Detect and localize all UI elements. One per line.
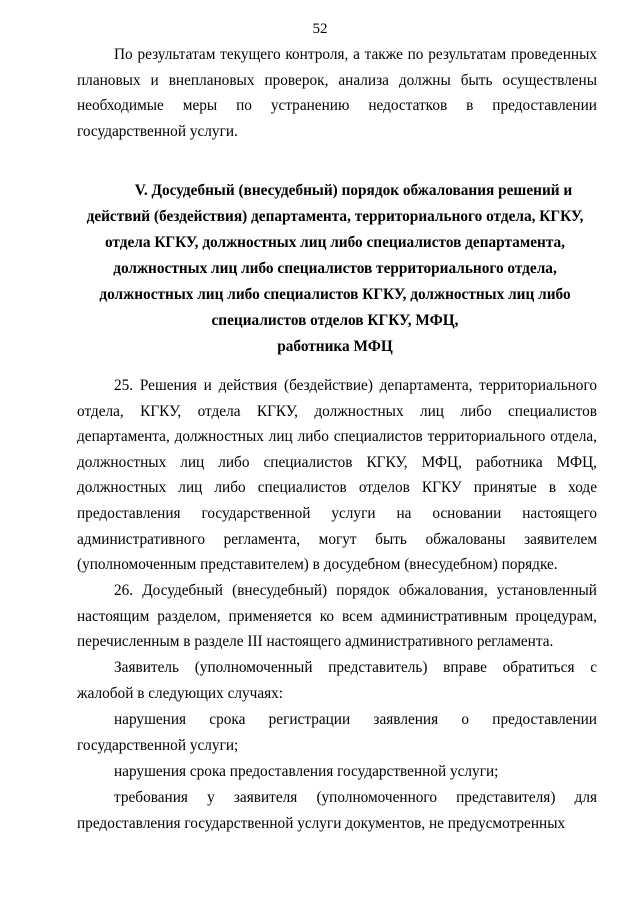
list-item-case-documents: требования у заявителя (уполномоченного представителя) для предоставления государственной услуги документов, не предусмотренных [77,789,597,832]
paragraph-control-results: По результатам текущего контроля, а также по результатам проведенных плановых и внеплановых проверок, анализа должны быть осуществлены необходимые меры по устранению недостатков в предоставлении государственной услуги. [77,46,597,140]
list-item-case-registration: нарушения срока регистрации заявления о предоставлении государственной услуги; [77,711,597,754]
paragraph-applicant-right: Заявитель (уполномоченный представитель) вправе обратиться с жалобой в следующих случаях: [77,659,597,702]
section-heading [60,178,610,360]
section-heading-line: должностных лиц либо специалистов территориального отдела, [113,260,557,277]
section-heading-line: отдела КГКУ, должностных лиц либо специалистов департамента, [104,234,566,251]
list-item-case-deadline: нарушения срока предоставления государственной услуги; [114,763,499,780]
section-heading-line: специалистов отделов КГКУ, МФЦ, [211,312,459,329]
page-number: 52 [312,21,328,37]
paragraph-26: 26. Досудебный (внесудебный) порядок обжалования, установленный настоящим разделом, применяется ко всем административным процедурам, перечисленным в разделе III настоящего административного регламента. [77,582,597,651]
section-heading-line: должностных лиц либо специалистов КГКУ, должностных лиц либо [99,286,571,303]
section-heading-line: действий (бездействия) департамента, территориального отдела, КГКУ, [86,208,584,225]
section-heading-line: V. Досудебный (внесудебный) порядок обжалования решений и [134,182,573,199]
paragraph-25: 25. Решения и действия (бездействие) департамента, территориального отдела, КГКУ, отдела КГКУ, должностных лиц либо специалистов департамента, должностных лиц либо специалистов территориального отдела, должностных лиц либо специалистов КГКУ, МФЦ, работника МФЦ, должностных лиц либо специалистов отделов КГКУ принятые в ходе предоставления государственной услуги на основании настоящего административного регламента, могут быть обжалованы заявителем (уполномоченным представителем) в досудебном (внесудебном) порядке. [77,377,597,574]
section-heading-line: работника МФЦ [277,338,393,355]
